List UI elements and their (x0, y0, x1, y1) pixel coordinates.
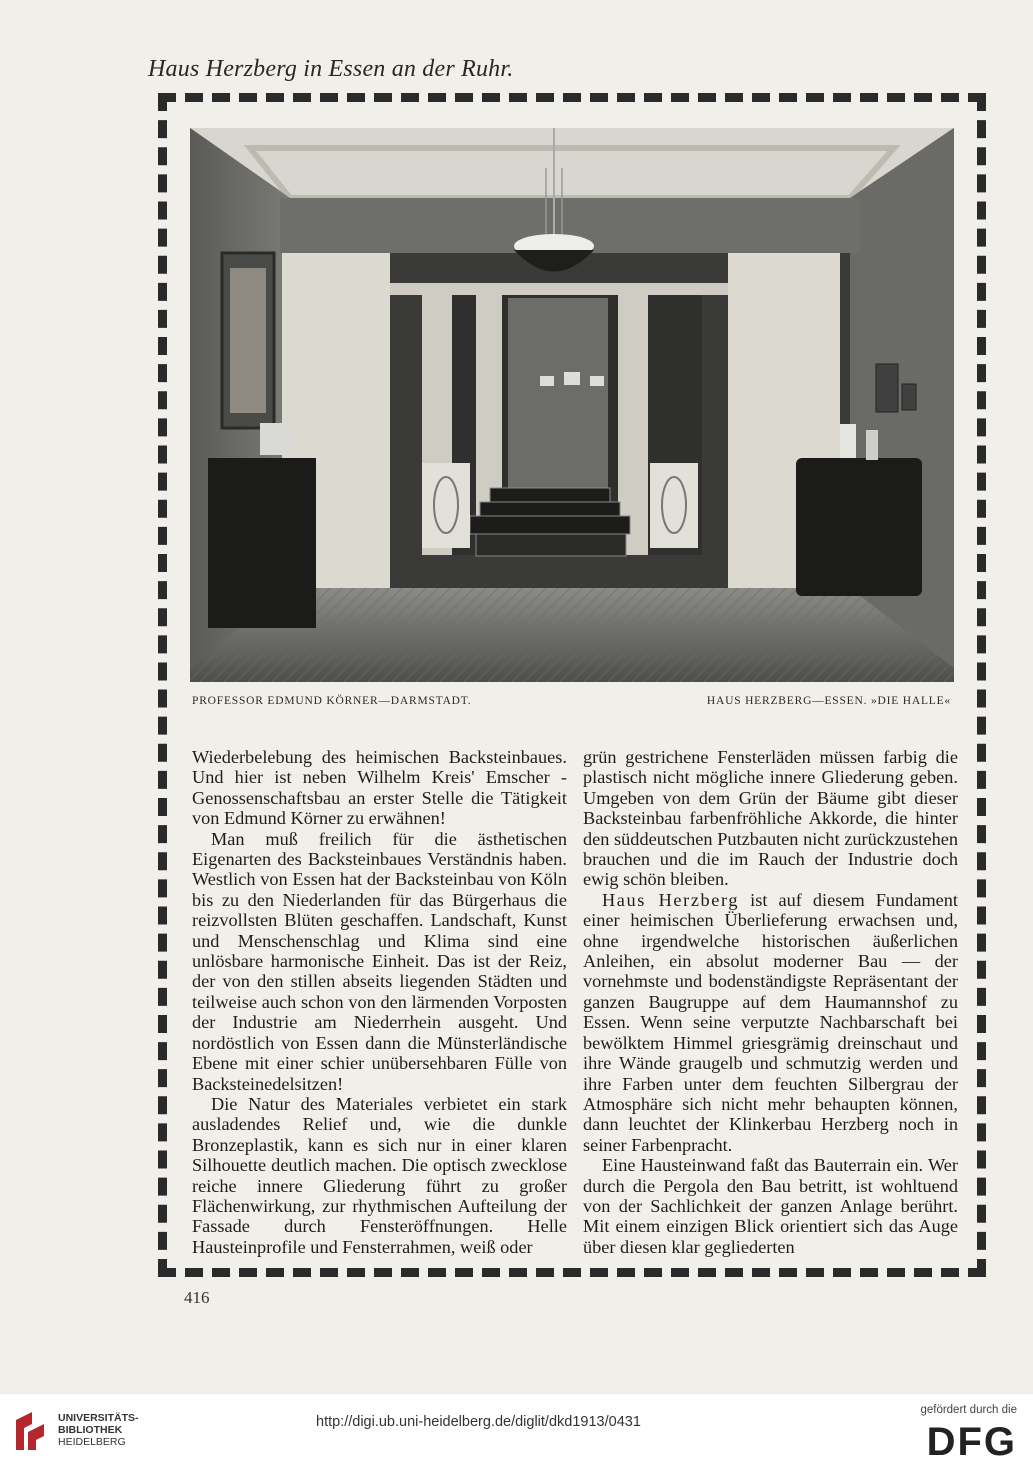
library-name-line: HEIDELBERG (58, 1436, 126, 1448)
library-name (58, 1412, 139, 1448)
paragraph (583, 890, 958, 1155)
emphasized-name: Haus Herzberg (602, 889, 740, 910)
library-logo-icon (12, 1410, 52, 1458)
source-url-link[interactable]: http://digi.ub.uni-heidelberg.de/diglit/dkd1913/0431 (316, 1414, 641, 1430)
library-name-line: BIBLIOTHEK (58, 1424, 123, 1436)
dfg-logo: DFG (926, 1420, 1017, 1464)
figure-caption-left: PROFESSOR EDMUND KÖRNER—DARMSTADT. (192, 695, 472, 707)
funded-by-label: gefördert durch die (920, 1404, 1017, 1416)
digitization-footer (0, 1394, 1033, 1470)
paragraph-rest: ist auf diesem Fundament einer heimischen Überlieferung erwachsen und, ohne irgendwelche historischen äußerlichen Anleihen, ein absolut moderner Bau — der vornehmste und bodenständigste Repräsentant der ganzen Baugruppe auf dem Haumannshof zu Essen. Wenn seine verputzte Nachbarschaft bei bewölktem Himmel griesgrämig dreinschaut und ihre Wände graugelb und schmutzig werden und ihre Farben unter dem feuchten Silbergrau der Atmosphäre sich nicht mehr behaupten können, dann leuchtet der Klinkerbau Herzberg noch in seiner Farbenpracht. (583, 889, 958, 1155)
paragraph: Die Natur des Materiales verbietet ein stark ausladendes Relief und, wie die dunkle Bronzeplastik, kann es sich nur in einer klaren Silhouette deutlich machen. Die optisch zwecklose reiche innere Gliederung führt zu großer Flächenwirkung, zur rhythmischen Aufteilung der Fassade durch Fensteröffnungen. Helle Hausteinprofile und Fensterrahmen, weiß oder (192, 1093, 567, 1257)
text-column-left (192, 747, 567, 1257)
hall-photograph (190, 128, 954, 682)
paragraph: Eine Hausteinwand faßt das Bauterrain ein. Wer durch die Pergola den Bau betritt, ist wohltuend von der Sachlichkeit der ganzen Anlage berührt. Mit einem einzigen Blick orientiert sich das Auge über diesen klar gegliederten (583, 1155, 958, 1257)
library-name-line: UNIVERSITÄTS- (58, 1412, 139, 1424)
paragraph: grün gestrichene Fensterläden müssen farbig die plastisch nicht mögliche innere Gliederung geben. Umgeben von dem Grün der Bäume gibt dieser Backsteinbau farbenfröhliche Akkorde, die hinter den süddeutschen Putzbauten nicht zurückzustehen brauchen und die im Rauch der Industrie doch ewig schön bleiben. (583, 747, 958, 890)
figure-caption-right: HAUS HERZBERG—ESSEN. »DIE HALLE« (706, 695, 951, 707)
page-number: 416 (184, 1288, 210, 1307)
running-title: Haus Herzberg in Essen an der Ruhr. (148, 56, 514, 82)
paragraph: Wiederbelebung des heimischen Backsteinbaues. Und hier ist neben Wilhelm Kreis' Emscher - Genossenschaftsbau an erster Stelle die Tätigkeit von Edmund Körner zu erwähnen! (192, 747, 567, 829)
text-column-right (583, 747, 958, 1257)
paragraph: Man muß freilich für die ästhetischen Eigenarten des Backsteinbaues Verständnis haben. Westlich von Essen hat der Backsteinbau von Köln bis zu den Niederlanden für das Bürgerhaus die reizvollsten Blüten geschaffen. Landschaft, Kunst und Menschenschlag und Klima sind eine unlösbare harmonische Einheit. Das ist der Reiz, der von den stillen abseits liegenden Städten und teilweise auch schon von den lärmenden Vorposten der Industrie am Niederrhein ausgeht. Und nordöstlich von Essen dann die Münsterländische Ebene mit einer schier unübersehbaren Fülle von Backsteinedelsitzen! (192, 828, 567, 1094)
